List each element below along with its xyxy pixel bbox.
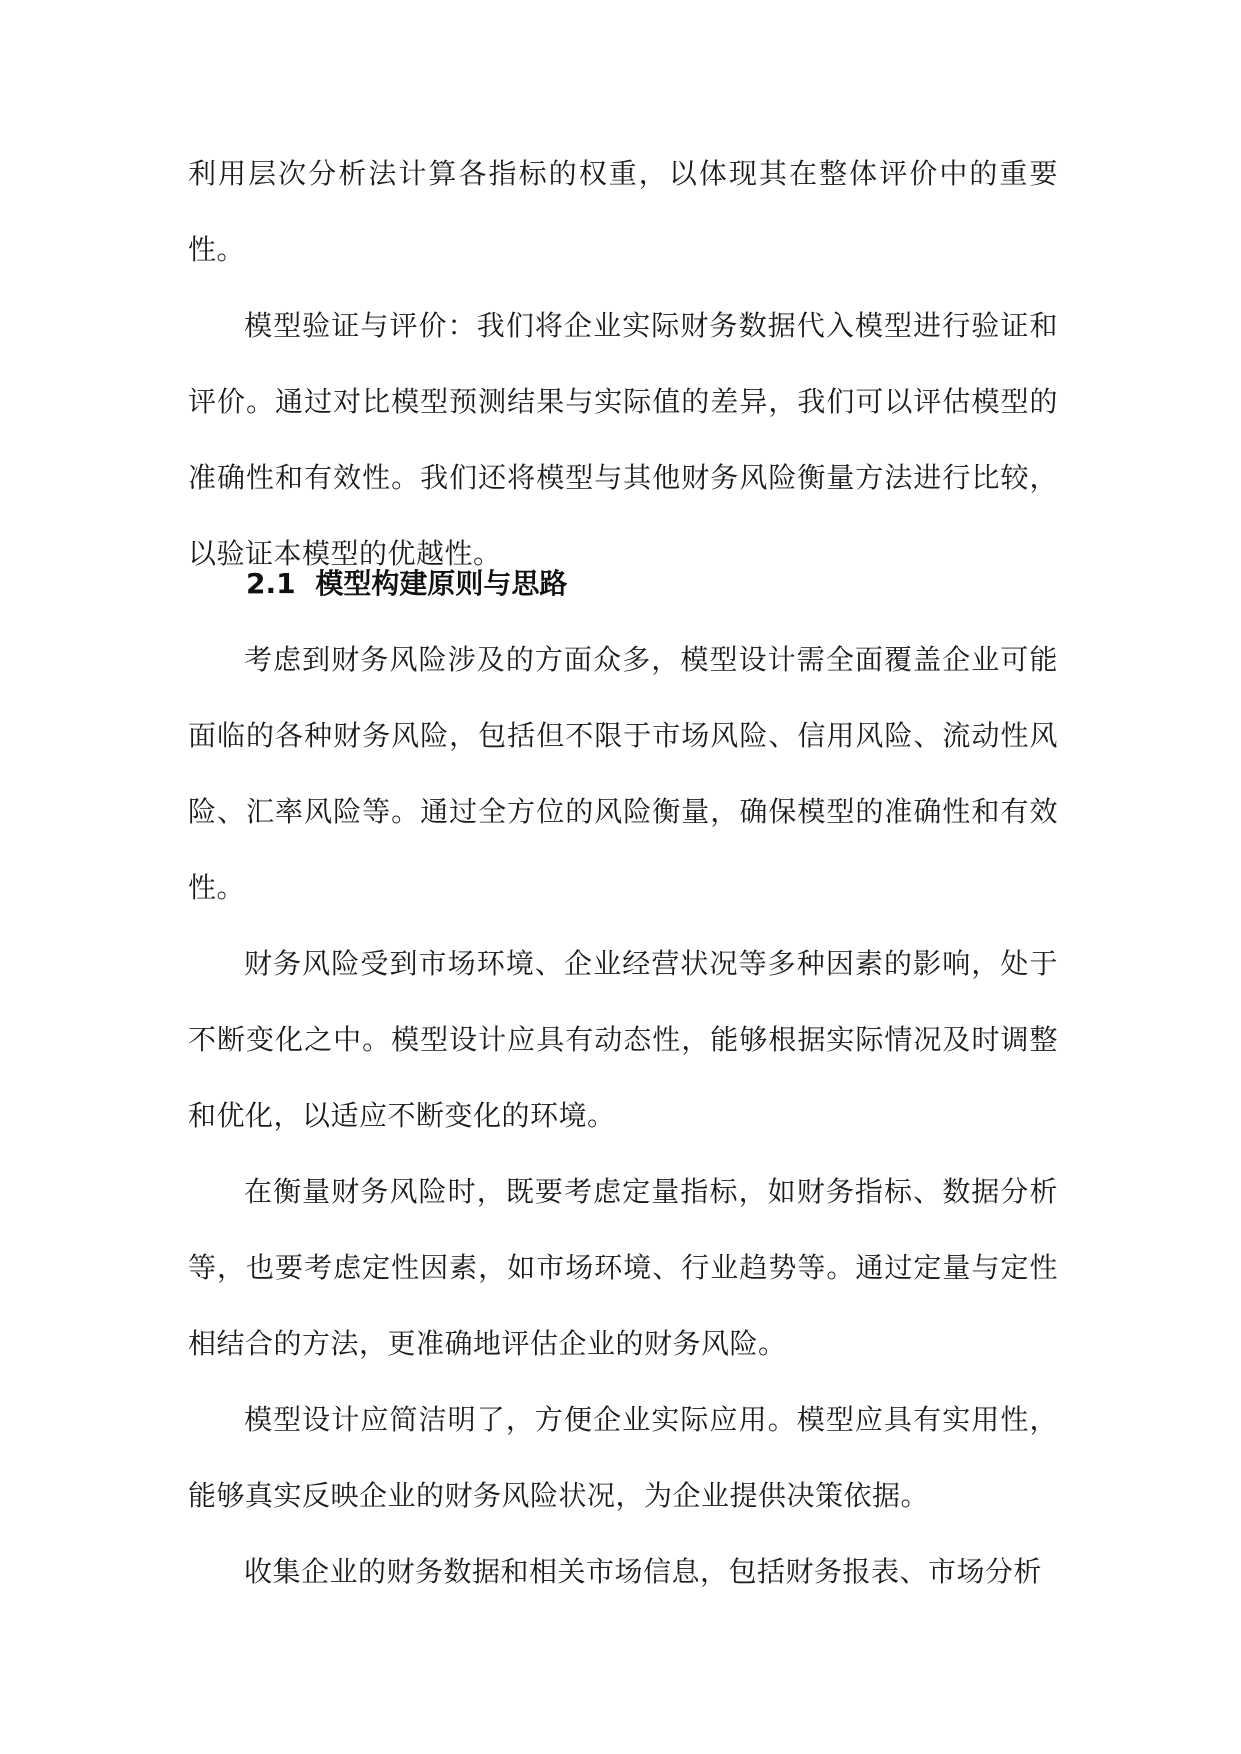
- section-title: 模型构建原则与思路: [315, 567, 568, 600]
- section-heading: [246, 546, 567, 622]
- paragraph-model-validation: 模型验证与评价：我们将企业实际财务数据代入模型进行验证和评价。通过对比模型预测结果与实际值的差异，我们可以评估模型的准确性和有效性。我们还将模型与其他财务风险衡量方法进行比较，以验证本模型的优越性。: [188, 309, 1058, 570]
- paragraph-dynamic: 财务风险受到市场环境、企业经营状况等多种因素的影响，处于不断变化之中。模型设计应具有动态性，能够根据实际情况及时调整和优化，以适应不断变化的环境。: [188, 947, 1058, 1132]
- text-block-lower: [188, 622, 1058, 1610]
- text-block-upper: [188, 136, 1058, 592]
- paragraph-weights: 利用层次分析法计算各指标的权重，以体现其在整体评价中的重要性。: [188, 157, 1058, 266]
- paragraph-practicality: 模型设计应简洁明了，方便企业实际应用。模型应具有实用性，能够真实反映企业的财务风险状况，为企业提供决策依据。: [188, 1403, 1058, 1512]
- paragraph-data-collection: 收集企业的财务数据和相关市场信息，包括财务报表、市场分析: [244, 1555, 1043, 1588]
- paragraph-quant-qual: 在衡量财务风险时，既要考虑定量指标，如财务指标、数据分析等，也要考虑定性因素，如市场环境、行业趋势等。通过定量与定性相结合的方法，更准确地评估企业的财务风险。: [188, 1175, 1058, 1360]
- section-number: 2.1: [246, 567, 296, 600]
- paragraph-comprehensiveness: 考虑到财务风险涉及的方面众多，模型设计需全面覆盖企业可能面临的各种财务风险，包括但不限于市场风险、信用风险、流动性风险、汇率风险等。通过全方位的风险衡量，确保模型的准确性和有效性。: [188, 643, 1058, 904]
